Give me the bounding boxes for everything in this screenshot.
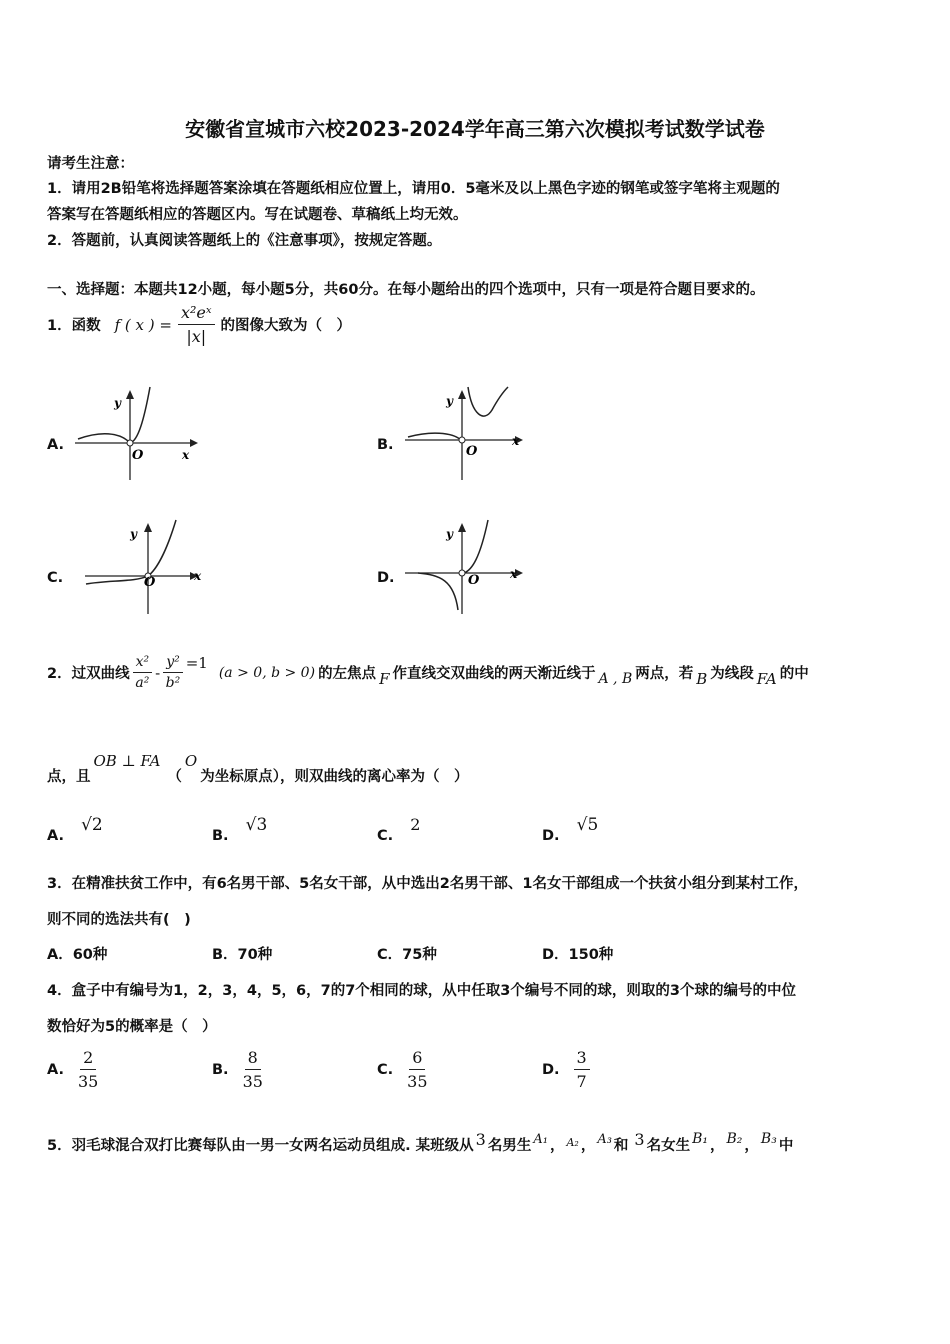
q5-b2: B₂ bbox=[726, 1131, 743, 1147]
q2-fraction-x bbox=[133, 654, 153, 691]
origin-dot bbox=[459, 437, 465, 443]
q2-text-3: 两点，若 bbox=[635, 666, 694, 682]
q2-option-b-label: B. bbox=[212, 828, 229, 844]
x-label: x bbox=[512, 434, 520, 448]
q2-text-1: 的左焦点 bbox=[318, 666, 377, 682]
q5-text-2: 名男生 bbox=[487, 1138, 532, 1154]
q1-graph-d bbox=[400, 518, 530, 618]
q1-suffix: 的图像大致为（ ） bbox=[220, 318, 352, 334]
q4-option-b-num: 8 bbox=[245, 1048, 261, 1070]
q2-perpendicular: OB ⊥ FA bbox=[93, 751, 161, 770]
question-3-line-2: 则不同的选法共有( ) bbox=[47, 912, 191, 928]
q5-a2: A₂ bbox=[566, 1136, 579, 1149]
y-axis-arrow bbox=[458, 390, 466, 399]
q2-option-c-value: 2 bbox=[410, 815, 421, 834]
q2-point-b: B bbox=[696, 669, 708, 688]
question-2-line-1 bbox=[47, 654, 809, 691]
q2-line2-prefix: 点，且 bbox=[47, 769, 91, 785]
q1-option-b-label: B. bbox=[377, 437, 394, 453]
notice-line-1a: 1．请用2B铅笔将选择题答案涂填在答题纸相应位置上，请用0．5毫米及以上黑色字迹的钢笔或签字笔将主观题的 bbox=[47, 181, 780, 197]
q5-text-4: 名女生 bbox=[646, 1138, 691, 1154]
q2-points-ab: A , B bbox=[598, 670, 633, 687]
q4-option-d-den: 7 bbox=[576, 1072, 587, 1091]
section-heading: 一、选择题：本题共12小题，每小题5分，共60分。在每小题给出的四个选项中，只有一项是符合题目要求的。 bbox=[47, 282, 765, 298]
q2-fraction-x-num: x² bbox=[133, 654, 153, 673]
curve-right bbox=[468, 387, 508, 416]
q5-count-2: 3 bbox=[634, 1130, 645, 1149]
q4-option-c-den: 35 bbox=[407, 1072, 428, 1091]
q2-option-c bbox=[377, 815, 421, 844]
q2-segment-fa: FA bbox=[756, 669, 777, 688]
q4-option-c bbox=[377, 1048, 428, 1091]
q2-fraction-y-num: y² bbox=[163, 654, 183, 673]
origin-label: O bbox=[144, 575, 156, 590]
q1-numerator: x²eˣ bbox=[178, 303, 215, 325]
q4-option-d-label: D. bbox=[542, 1061, 560, 1078]
q3-option-a: A．60种 bbox=[47, 947, 108, 963]
q2-option-d-value: √5 bbox=[576, 815, 599, 835]
y-axis-arrow bbox=[144, 523, 152, 532]
q4-option-a-den: 35 bbox=[78, 1072, 99, 1091]
q1-denominator: |x| bbox=[186, 327, 207, 346]
q2-option-a bbox=[47, 815, 103, 844]
q2-option-b-value: √3 bbox=[245, 815, 268, 835]
question-5-line-1 bbox=[47, 1130, 794, 1155]
q5-text-5: 中 bbox=[778, 1138, 794, 1154]
q5-comma-2: ， bbox=[580, 1138, 596, 1154]
origin-dot bbox=[459, 570, 465, 576]
q2-fraction-x-den: a² bbox=[135, 675, 150, 691]
q4-option-b-fraction bbox=[243, 1048, 263, 1091]
q2-option-c-label: C. bbox=[377, 828, 394, 844]
y-label: y bbox=[130, 527, 137, 541]
q2-fraction-y bbox=[163, 654, 183, 691]
q2-option-d-label: D. bbox=[542, 828, 560, 844]
q1-option-c-label: C. bbox=[47, 570, 64, 586]
y-label: y bbox=[446, 527, 453, 541]
q1-graph-c bbox=[80, 518, 210, 618]
q5-a3: A₃ bbox=[597, 1132, 612, 1147]
q2-focus-f: F bbox=[379, 669, 390, 688]
x-axis-arrow bbox=[190, 439, 198, 447]
q1-prefix: 1．函数 bbox=[47, 318, 101, 334]
q4-option-c-label: C. bbox=[377, 1061, 394, 1078]
notice-heading: 请考生注意： bbox=[47, 156, 134, 172]
q5-b3: B₃ bbox=[760, 1131, 777, 1147]
q5-count-1: 3 bbox=[475, 1130, 486, 1149]
x-label: x bbox=[182, 448, 190, 462]
q2-text-4: 为线段 bbox=[710, 666, 754, 682]
y-axis-arrow bbox=[458, 523, 466, 532]
q5-comma-1: ， bbox=[549, 1138, 565, 1154]
q4-option-d-fraction bbox=[574, 1048, 590, 1091]
origin-label: O bbox=[132, 448, 144, 463]
q1-option-d-label: D. bbox=[377, 570, 395, 586]
origin-label: O bbox=[466, 444, 478, 459]
question-1 bbox=[47, 303, 351, 346]
question-4-line-1: 4．盒子中有编号为1，2，3，4，5，6，7的7个相同的球，从中任取3个编号不同的球，则取的3个球的编号的中位 bbox=[47, 983, 796, 999]
q1-function-lhs: f ( x ) = bbox=[114, 315, 172, 334]
y-label: y bbox=[114, 396, 121, 410]
q4-option-a bbox=[47, 1048, 98, 1091]
origin-label: O bbox=[468, 573, 480, 588]
q4-option-b-den: 35 bbox=[242, 1072, 263, 1091]
q2-equals-one: =1 bbox=[185, 653, 208, 672]
q4-option-d bbox=[542, 1048, 590, 1091]
q2-option-d bbox=[542, 815, 599, 844]
q5-a1: A₁ bbox=[533, 1132, 548, 1147]
q2-text-2: 作直线交双曲线的两天渐近线于 bbox=[392, 666, 596, 682]
q2-prefix: 2．过双曲线 bbox=[47, 666, 130, 682]
notice-line-1b: 答案写在答题纸相应的答题区内。写在试题卷、草稿纸上均无效。 bbox=[47, 207, 468, 223]
q2-origin-o: O bbox=[184, 751, 198, 770]
curve-right bbox=[464, 520, 488, 573]
q2-option-a-value: √2 bbox=[81, 815, 103, 835]
q2-fraction-y-den: b² bbox=[165, 675, 181, 691]
q3-option-d: D．150种 bbox=[542, 947, 614, 963]
question-4-line-2: 数恰好为5的概率是（ ） bbox=[47, 1019, 217, 1035]
q2-condition: (a > 0, b > 0) bbox=[218, 664, 316, 681]
origin-dot bbox=[127, 440, 133, 446]
q5-text-3: 和 bbox=[613, 1138, 629, 1154]
page-title: 安徽省宣城市六校2023-2024学年高三第六次模拟考试数学试卷 bbox=[185, 117, 765, 141]
q2-line2-suffix: 为坐标原点），则双曲线的离心率为（ ） bbox=[200, 769, 469, 785]
q3-option-b: B．70种 bbox=[212, 947, 273, 963]
question-3-line-1: 3．在精准扶贫工作中，有6名男干部、5名女干部，从中选出2名男干部、1名女干部组成一个扶贫小组分到某村工作， bbox=[47, 876, 808, 892]
y-axis-arrow bbox=[126, 390, 134, 399]
q5-comma-4: ， bbox=[744, 1138, 759, 1154]
q5-comma-3: ， bbox=[710, 1138, 725, 1154]
q1-fraction bbox=[178, 303, 215, 346]
q2-option-b bbox=[212, 815, 268, 844]
y-label: y bbox=[446, 394, 453, 408]
q4-option-d-num: 3 bbox=[574, 1048, 590, 1070]
q5-text-1: 5．羽毛球混合双打比赛每队由一男一女两名运动员组成. 某班级从 bbox=[47, 1138, 474, 1154]
q2-text-5: 的中 bbox=[779, 666, 809, 682]
q4-option-b-label: B. bbox=[212, 1061, 229, 1078]
q4-option-c-num: 6 bbox=[409, 1048, 425, 1070]
notice-line-2: 2．答题前，认真阅读答题纸上的《注意事项》，按规定答题。 bbox=[47, 233, 442, 249]
x-label: x bbox=[194, 569, 202, 583]
q4-option-a-fraction bbox=[78, 1048, 98, 1091]
curve-left bbox=[408, 433, 461, 440]
q5-b1: B₁ bbox=[692, 1131, 709, 1147]
q3-option-c: C．75种 bbox=[377, 947, 437, 963]
q2-open-paren: （ bbox=[167, 769, 182, 785]
curve-left bbox=[418, 573, 458, 610]
q4-option-b bbox=[212, 1048, 263, 1091]
q4-option-a-label: A. bbox=[47, 1061, 64, 1078]
q2-minus: - bbox=[155, 663, 161, 682]
q2-option-a-label: A. bbox=[47, 828, 64, 844]
q1-graph-b bbox=[400, 385, 530, 485]
x-label: x bbox=[510, 567, 518, 581]
q1-graph-a bbox=[70, 385, 200, 485]
q1-option-a-label: A. bbox=[47, 437, 64, 453]
q4-option-a-num: 2 bbox=[80, 1048, 96, 1070]
question-2-line-2 bbox=[47, 751, 469, 785]
q4-option-c-fraction bbox=[407, 1048, 427, 1091]
